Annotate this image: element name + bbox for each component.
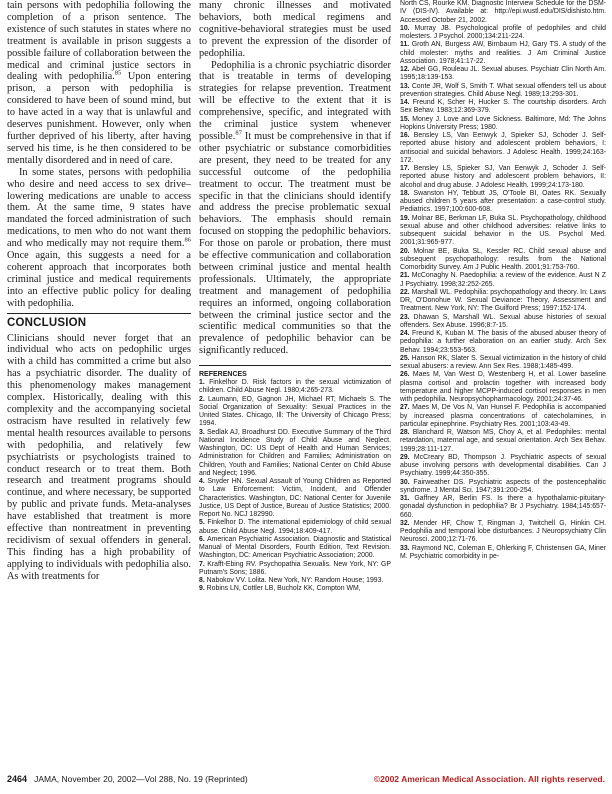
reference-text: Snyder HN. Sexual Assault of Young Children as Reported to Law Enforcement: Victim, Incident, and Offender Characteristics. Washington, DC: National Center for Juvenile Justice, US Dept of Justice, Bureau of Justice Statistics; 2000. Report No. NCJ 182990. (199, 478, 391, 519)
copyright-notice: ©2002 American Medical Association. All rights reserved. (373, 774, 605, 784)
reference-text: North CS, Rourke KM. Diagnostic Interview Schedule for the DSM-IV (DIS-IV). Available at: http://epi.wustl.edu/DIS/dishisto.htm. Accessed October 21, 2002. (400, 0, 606, 24)
reference-item (199, 396, 391, 429)
reference-item (400, 248, 606, 273)
reference-number: 29. (400, 453, 414, 461)
reference-number: 28. (400, 429, 413, 436)
reference-text: Fairweather DS. Psychiatric aspects of the postencephalitic syndrome. J Mental Sci. 1947;391:200-254. (400, 478, 606, 494)
journal-citation: JAMA, November 20, 2002—Vol 288, No. 19 (Reprinted) (34, 774, 248, 784)
reference-number: 26. (400, 371, 413, 379)
reference-text: Maes M, De Vos N, Van Hunsel F. Pedophilia is accompanied by increased plasma concentrations of catecholamines, in particular epinephrine. Psychiatry Res. 2001;103:43-49. (400, 404, 607, 428)
column-3 (400, 0, 606, 561)
reference-item (400, 99, 606, 116)
reference-item (400, 520, 606, 545)
reference-text: Molnar BE, Buka SL, Kessler RC. Child sexual abuse and subsequent psychopathology: results from the National Comorbidity Survey. Am J Public Health. 2001;91:753-760. (400, 247, 606, 271)
reference-item (400, 25, 606, 42)
reference-item (199, 379, 391, 396)
reference-text: Raymond NC, Coleman E, Ohlerking F, Christensen GA, Miner M. Psychiatric comorbidity in pe- (400, 544, 607, 560)
reference-number: 23. (400, 313, 414, 321)
reference-text: Krafft-Ebing RV. Psychopathia Sexualis. New York, NY: GP Putnam's Sons; 1886. (199, 560, 391, 576)
reference-item (199, 429, 391, 479)
reference-item (400, 165, 606, 190)
reference-item (400, 215, 606, 248)
reference-number: 31. (400, 495, 415, 502)
page-footer (7, 774, 605, 788)
reference-number: 13. (400, 82, 412, 90)
reference-text: Gaffney AR, Berlin FS. Is there a hypothalamic-pituitary-gonadal dysfunction in pedophilia? Br J Psychiatry. 1984;145:657-660. (400, 495, 606, 519)
reference-number: 1. (199, 379, 210, 387)
reference-item (199, 536, 391, 561)
paragraph-text: In some states, persons with pedophilia who desire and need access to sex drive–lowering medications are unable to access them. At the same time, 9 states have mandated the forced administration of such medications, to men who do not want them and who medically may not require them. (7, 166, 191, 250)
reference-text: Bensley LS, Van Eenwyk J, Spieker SJ, Schoder J. Self-reported abuse history and adolescent problem behaviors, I: antisocial and suicidal behaviors. J Adolesc Health. 1999;24:163-172. (400, 132, 606, 164)
reference-number: 21. (400, 272, 412, 280)
reference-number: 11. (400, 41, 412, 49)
reference-number: 5. (199, 519, 208, 527)
reference-number: 32. (400, 519, 414, 527)
body-paragraph (7, 167, 191, 310)
reference-item (199, 478, 391, 519)
reference-number: 33. (400, 544, 412, 552)
reference-number: 19. (400, 214, 412, 222)
reference-item (400, 41, 606, 66)
reference-number: 24. (400, 330, 412, 337)
reference-text: Murray JB. Psychological profile of pedophiles and child molesters. J Psychol. 2000;134:211-224. (400, 24, 606, 40)
reference-text: Marshall WL. Pedophilia: psychopathology and theory. In: Laws DR, O'Donohue W. Sexual Deviance: Theory, Assessment and Treatment. New York, NY: The Guilford Press; 1997:152-174. (400, 288, 606, 313)
reference-number: 3. (199, 428, 207, 436)
citation-superscript: 86 (184, 236, 191, 244)
reference-item (400, 190, 606, 215)
body-paragraph: many chronic illnesses and motivated behaviors, both medical regimens and cognitive-behavioral strategies must be used to prevent the expression of the disorder of pedophilia. (199, 0, 391, 59)
reference-item (400, 0, 606, 25)
reference-item (400, 454, 606, 479)
reference-number: 6. (199, 535, 208, 543)
reference-text: McCreary BD, Thompson J. Psychiatric aspects of sexual abuse involving persons with developmental disabilities. Can J Psychiatry. 1999;44:350-355. (400, 453, 606, 478)
reference-item (199, 519, 391, 536)
reference-number: 7. (199, 560, 208, 568)
paragraph-text: Upon entering prison, a person with pedophilia is considered to have been of sound mind, but to have acted in a way that is unlawful and deserves punishment. However, only when further deprived of his liberty, after having served his time, is he then considered to be mentally disordered and in need of care. (7, 71, 191, 166)
reference-item (400, 83, 606, 100)
reference-number: 25. (400, 354, 412, 362)
reference-text: Freund K, Kuban M. The basis of the abused abuser theory of pedophilia: a further elaboration on an earlier study. Arch Sex Behav. 1994;23:553-563. (400, 330, 606, 354)
reference-text: Dhawan S, Marshall WL. Sexual abuse histories of sexual offenders. Sex Abuse. 1996;8:7-15. (400, 313, 607, 329)
paragraph-text: It must be comprehensive in that if other psychiatric or substance comorbidities are present, they need to be treated for any successful outcome of the pedophilia treatment to occur. The treatment must be specific in that the clinicians should identify and address the precise problematic sexual behaviors. The emphasis should remain focused on stopping the pedophilic behaviors. For those on parole or probation, there must be effective communication and collaboration between criminal justice and mental health professionals. Ultimately, the appropriate treatment and management of pedophilia requires an informed, ongoing collaboration between the criminal justice sector and the scientific medical communities so that the prevalence of pedophilic behavior can be significantly reduced. (199, 130, 391, 357)
reference-item (199, 577, 391, 585)
reference-item (400, 545, 606, 562)
reference-number: 18. (400, 189, 414, 197)
reference-item (400, 314, 606, 331)
reference-item (199, 585, 391, 593)
paragraph-text: Pedophilia is a chronic psychiatric disorder that is treatable in terms of developing strategies for relapse prevention. Treatment will be effective to the extent that it is comprehensive, specific, and integrated with the criminal justice system whenever possible. (199, 59, 391, 142)
reference-item (400, 495, 606, 520)
reference-item (400, 289, 606, 314)
conclusion-heading: CONCLUSION (7, 313, 191, 329)
reference-number: 17. (400, 165, 414, 172)
reference-text: American Psychiatric Association. Diagnostic and Statistical Manual of Mental Disorders, Fourth Edition, Text Revision. Washington, DC: American Psychiatric Association; 2000. (199, 535, 391, 560)
reference-item (400, 116, 606, 133)
reference-item (400, 371, 606, 404)
footer-citation (7, 774, 248, 784)
references-heading: REFERENCES (199, 365, 391, 378)
reference-list (400, 0, 606, 561)
reference-text: Molnar BE, Berkman LF, Buka SL. Psychopathology, childhood sexual abuse and other childhood adversities: relative links to subsequent suicidal behavior in the US. Psychol Med. 2001;31:965-977. (400, 214, 607, 247)
reference-item (199, 561, 391, 578)
reference-text: Blanchard R, Watson MS, Choy A, et al. Pedophiles: mental retardation, maternal age, and sexual orientation. Arch Sex Behav. 1999;28:111-127. (400, 429, 606, 453)
reference-number: 22. (400, 288, 412, 296)
body-paragraph: Clinicians should never forget that an individual who acts on pedophilic urges with a child has committed a crime but also has a psychiatric disorder. The duality of this phenomenology makes management complex. Historically, dealing with this complexity and the accompanying societal ostracism have resulted in relatively few mental health resources available to persons with pedophilia, and relatively few psychiatrists or psychologists trained to conduct research or to treat them. Both research and treatment programs should continue, and where necessary, be supported by public and private funds. Meta-analyses have established that treatment is more effective than nontreatment in preventing recidivism of sexual offenders in general. This finding has a high probability of applying to individuals with pedophilia also. As with treatments for (7, 332, 191, 582)
reference-number: 4. (199, 478, 208, 486)
reference-item (400, 429, 606, 454)
reference-number: 27. (400, 404, 413, 412)
reference-number: 14. (400, 99, 413, 106)
reference-item (400, 479, 606, 496)
reference-text: Abel GG, Rouleau JL. Sexual abuses. Psychiatr Clin North Am. 1995;18:139-153. (400, 66, 606, 82)
reference-number: 20. (400, 247, 414, 255)
column-1 (7, 0, 191, 583)
reference-text: Hanson RK, Slater S. Sexual victimization in the history of child sexual abusers: a review. Ann Sex Res. 1988;1:485-499. (400, 354, 606, 370)
reference-text: McConaghy N. Paedophilia: a review of the evidence. Aust N Z J Psychiatry. 1998;32:252-265. (400, 272, 606, 288)
reference-item (400, 404, 606, 429)
reference-text: Sedlak AJ, Broadhurst DD. Executive Summary of the Third National Incidence Study of Child Abuse and Neglect. Washington, DC: US Dept of Health and Human Services; Administration for Children and Families; Administration on Children, Youth and Families; National Center on Child Abuse and Neglect; 1996. (199, 428, 391, 477)
reference-number: 30. (400, 478, 414, 486)
paragraph-text: tain persons with pedophilia following the completion of a prison sentence. The existence of such statutes in states where no treatment is available in prison suggests a possible failure of collaboration between the medical and criminal justice sectors in dealing with pedophilia. (7, 0, 191, 83)
reference-text: Nabokov VV. Lolita. New York, NY: Random House; 1993. (206, 577, 384, 585)
reference-text: Bensley LS, Spieker SJ, Van Eenwyk J, Schoder J. Self-reported abuse history and adolescent problem behaviors, II: alcohol and drug abuse. J Adolesc Health. 1999;24:173-180. (400, 165, 606, 189)
body-paragraph (199, 60, 391, 358)
reference-text: Maes M, Van West D, Westenberg H, et al. Lower baseline plasma cortisol and prolactin together with increased body temperature and higher MCPP-induced cortisol responses in men with pedophilia. Neuropsychopharmacology. 2001;24:37-46. (400, 371, 606, 403)
reference-text: Finkelhor D. The international epidemiology of child sexual abuse. Child Abuse Negl. 1994;18:409-417. (199, 519, 391, 535)
reference-number: 16. (400, 132, 414, 139)
citation-superscript: 87 (235, 129, 242, 137)
reference-item (400, 355, 606, 372)
reference-number: 9. (199, 585, 207, 593)
reference-text: Freund K, Scher H, Hucker S. The courtship disorders. Arch Sex Behav. 1983;12:369-379. (400, 99, 606, 115)
page-number: 2464 (7, 774, 28, 784)
reference-list (199, 379, 391, 594)
paragraph-text: Once again, this suggests a need for a coherent approach that incorporates both criminal justice and medical requirements into an effective public policy for dealing with pedophilia. (7, 250, 191, 309)
reference-item (400, 132, 606, 165)
reference-number: 8. (199, 577, 207, 585)
citation-superscript: 85 (114, 70, 122, 78)
reference-text: Swanston HY, Tebbutt JS, O'Toole BI, Oates RK. Sexually abused children 5 years after presentation: a case-control study. Pediatrics. 1997;100:600-608. (400, 189, 606, 214)
column-2 (199, 0, 391, 594)
reference-number: 2. (199, 395, 209, 403)
reference-number: 15. (400, 115, 413, 123)
reference-item (400, 272, 606, 289)
reference-text: Finkelhor D. Risk factors in the sexual victimization of children. Child Abuse Negl. 1980;4:265-273. (199, 379, 391, 395)
reference-text: Groth AN, Burgess AW, Birnbaum HJ, Gary TS. A study of the child molester: myths and realities. J Am Criminal Justice Association. 1978;41:17-22. (400, 41, 606, 65)
reference-text: Robins LN, Cottler LB, Bucholz KK, Compton WM, (206, 585, 361, 593)
reference-text: Laumann, EO, Gagnon JH, Michael RT, Michaels S. The Social Organization of Sexuality: Sexual Practices in the United States. Chicago, Ill: The University of Chicago Press; 1994. (199, 395, 391, 428)
reference-number: 10. (400, 24, 415, 32)
body-paragraph (7, 0, 191, 167)
reference-item (400, 66, 606, 83)
reference-text: Money J. Love and Love Sickness. Baltimore, Md: The Johns Hopkins University Press; 1980. (400, 115, 606, 131)
reference-text: Mender HF, Chow T, Ringman J, Twitchell G, Hinkin CH. Pedophilia and temporal lobe disturbances. J Neuropsychiatry Clin Neurosci. 2000;12:71-76. (400, 519, 606, 544)
reference-item (400, 330, 606, 355)
reference-text: Conte JR, Wolf S, Smith T. What sexual offenders tell us about prevention strategies. Child Abuse Negl. 1989;13:293-301. (400, 82, 606, 98)
reference-number: 12. (400, 66, 412, 73)
